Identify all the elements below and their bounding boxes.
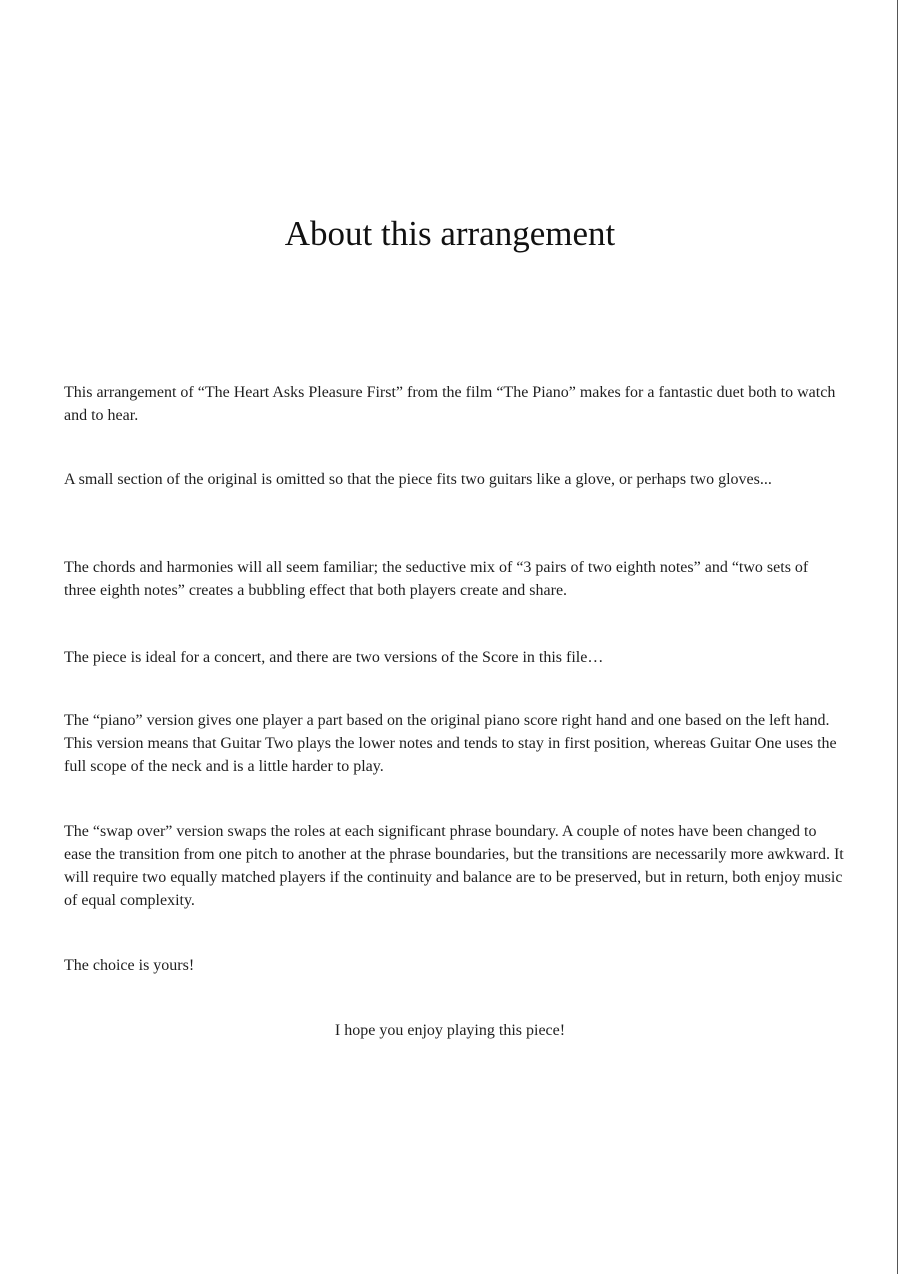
paragraph-harmonies: The chords and harmonies will all seem familiar; the seductive mix of “3 pairs of two eighth notes” and “two sets of three eighth notes” creates a bubbling effect that both players create and share. [64, 559, 809, 599]
paragraph-omitted-section: A small section of the original is omitted so that the piece fits two guitars like a glove, or perhaps two gloves... [64, 471, 772, 488]
paragraph-piano-version: The “piano” version gives one player a part based on the original piano score right hand and one based on the left hand. This version means that Guitar Two plays the lower notes and tends to stay in first position, whereas Guitar One uses the full scope of the neck and is a little harder to play. [64, 712, 837, 775]
closing-line: I hope you enjoy playing this piece! [334, 1022, 566, 1039]
page-title: About this arrangement [284, 214, 616, 253]
paragraph-swap-over-version: The “swap over” version swaps the roles at each significant phrase boundary. A couple of notes have been changed to ease the transition from one pitch to another at the phrase boundaries, but the transitions are necessarily more awkward. It will require two equally matched players if the continuity and balance are to be preserved, but in return, both enjoy music of equal complexity. [64, 823, 844, 909]
paragraph-two-versions: The piece is ideal for a concert, and there are two versions of the Score in this file… [64, 649, 604, 666]
paragraph-choice: The choice is yours! [64, 957, 195, 974]
paragraph-intro: This arrangement of “The Heart Asks Pleasure First” from the film “The Piano” makes for a fantastic duet both to watch and to hear. [64, 384, 836, 424]
